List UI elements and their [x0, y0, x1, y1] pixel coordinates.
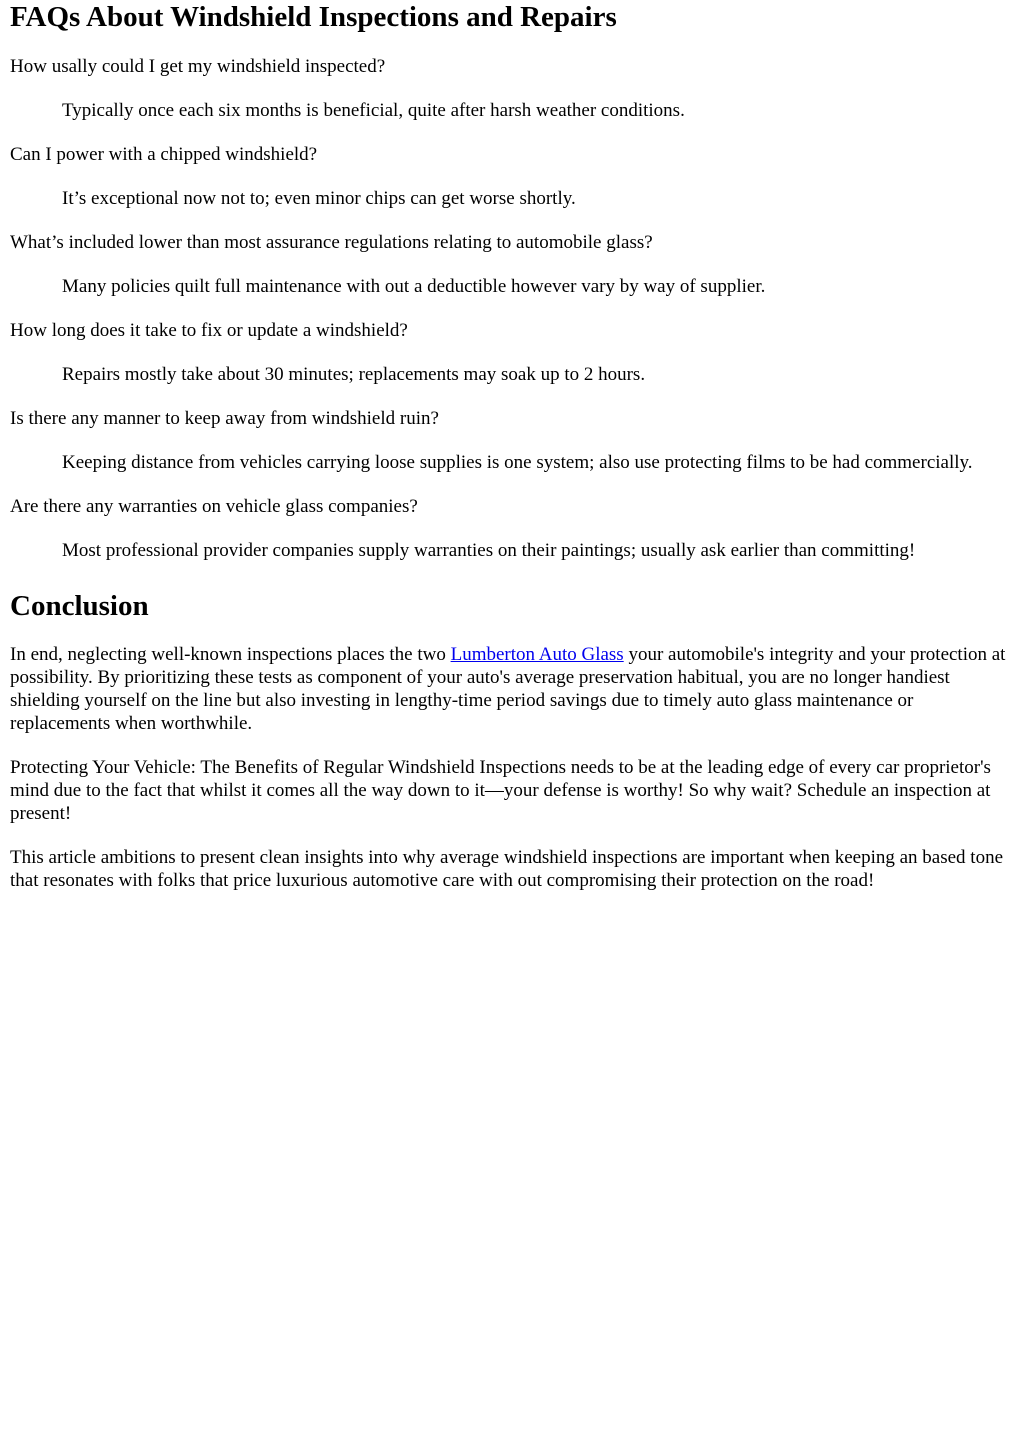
faq-answer: Most professional provider companies supply warranties on their paintings; usually ask earlier than committing! [62, 540, 916, 561]
faq-answer: Repairs mostly take about 30 minutes; replacements may soak up to 2 hours. [62, 364, 646, 385]
conclusion-heading: Conclusion [10, 590, 149, 622]
faq-list [10, 55, 1014, 562]
faq-question: Is there any manner to keep away from windshield ruin? [10, 408, 439, 429]
paragraph-text: your automobile's integrity and your protection at possibility. By prioritizing these tests as component of your auto's average preservation habitual, you are no longer handiest shielding yourself on the line but also investing in lengthy-time period savings due to timely auto glass maintenance or replacements when worthwhile. [10, 644, 1006, 734]
faq-answer: Many policies quilt full maintenance with out a deductible however vary by way of supplier. [62, 276, 766, 297]
conclusion-paragraph-2: Protecting Your Vehicle: The Benefits of Regular Windshield Inspections needs to be at the leading edge of every car proprietor's mind due to the fact that whilst it comes all the way down to it—your defense is worthy! So why wait? Schedule an inspection at present! [10, 757, 991, 824]
faq-answer: Typically once each six months is beneficial, quite after harsh weather conditions. [62, 100, 685, 121]
conclusion-paragraph-1 [10, 643, 1014, 735]
faq-answer: Keeping distance from vehicles carrying loose supplies is one system; also use protecting films to be had commercially. [62, 452, 973, 473]
faq-question: How long does it take to fix or update a windshield? [10, 320, 408, 341]
faq-heading: FAQs About Windshield Inspections and Repairs [10, 1, 617, 33]
faq-question: Can I power with a chipped windshield? [10, 144, 318, 165]
faq-question: What’s included lower than most assurance regulations relating to automobile glass? [10, 232, 653, 253]
faq-answer: It’s exceptional now not to; even minor chips can get worse shortly. [62, 188, 576, 209]
conclusion-paragraph-3: This article ambitions to present clean insights into why average windshield inspections are important when keeping an based tone that resonates with folks that price luxurious automotive care with out compromising their protection on the road! [10, 847, 1004, 891]
paragraph-text: In end, neglecting well-known inspections places the two [10, 644, 451, 665]
faq-question: Are there any warranties on vehicle glass companies? [10, 496, 418, 517]
lumberton-auto-glass-link[interactable]: Lumberton Auto Glass [450, 644, 624, 665]
faq-question: How usally could I get my windshield inspected? [10, 56, 386, 77]
